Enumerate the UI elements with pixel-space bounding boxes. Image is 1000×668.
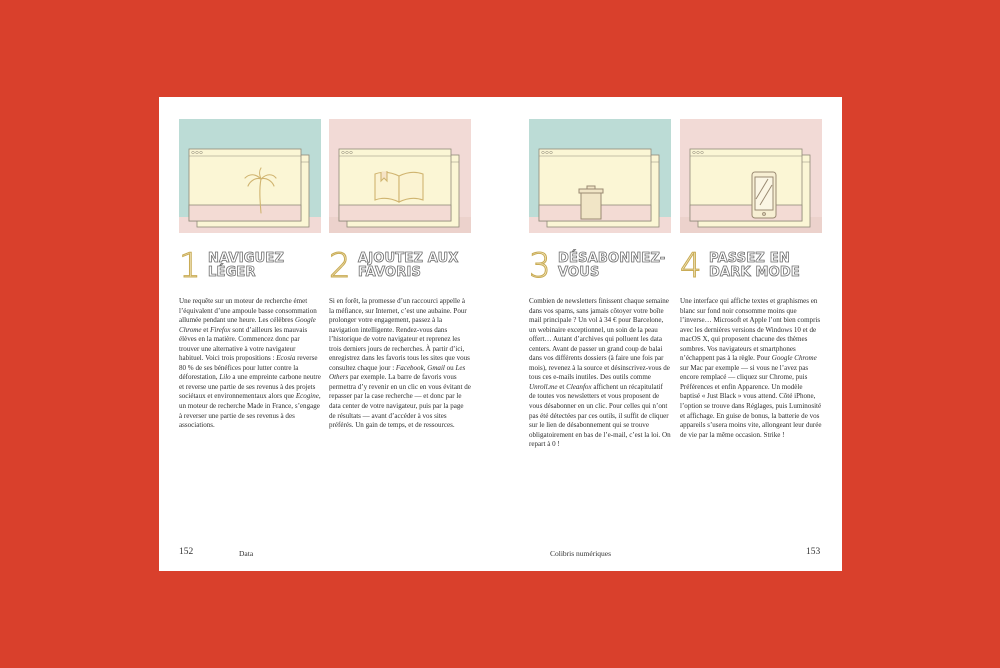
emphasized-name: Cleanfox [566, 382, 592, 391]
body-text-run: Combien de newsletters finissent chaque semaine dans vos spams, sans jamais côtoyer votre boîte mail principale ? Un vol à 34 € pour Barcelone, un webinaire exceptionnel, un soin de la peau offert… Autant d’archives qui polluent les data centers. Avant de passer un grand coup de balai dans vos différents dossiers (à faire une fois par mois), revenez à la source et désinscrivez-vous de tous ces e-mails inutiles. Des outils comme [529, 297, 670, 382]
emphasized-name: Unroll.me [529, 382, 558, 391]
body-text-run: Une interface qui affiche textes et graphismes en blanc sur fond noir consomme moins que l’inverse… Microsoft et Apple l’ont bien compris avec les dernières versions de Windows 10 et de macOS X, qui proposent chacune des thèmes sombres. Vos navigateurs et smartphones n’échappent pas à la règle. Pour [680, 297, 821, 363]
emphasized-name: Ecosia [276, 354, 296, 363]
tip-title: PASSEZ EN DARK MODE [709, 251, 800, 280]
tip-body-text [680, 297, 822, 440]
tip-heading [680, 246, 822, 286]
running-head-left: Data [239, 549, 254, 558]
emphasized-name: Gmail [427, 363, 445, 372]
body-text-run: Une requête sur un moteur de recherche émet l’équivalent d’une ampoule basse consommation allumée pendant une heure. Les célèbres [179, 297, 317, 325]
emphasized-name: Google Chrome [771, 354, 817, 363]
tip-number: 2 [329, 246, 351, 286]
running-head-right: Colibris numériques [550, 549, 612, 558]
body-text-run: sur Mac par exemple — si vous ne l’avez pas encore remplacé — cliquez sur Chrome, puis Préférences et enfin Apparence. Un modèle baptisé « Just Black » vous attend. Côté iPhone, l’option se trouve dans Réglages, puis Luminosité et affichage. En guise de bonus, la batterie de vos appareils s’usera moins vite, allongeant leur durée de vie par la même occasion. Strike ! [680, 363, 822, 439]
tip-heading [179, 246, 321, 286]
body-text-run: a une empreinte carbone neutre et reverse une partie de ses revenus à des projets sociétaux et environnementaux alors que [179, 373, 321, 401]
body-text-run: et [557, 382, 567, 391]
body-text-run: , [423, 363, 428, 372]
tip-column-1 [179, 119, 321, 431]
body-text-run: sont d’ailleurs les mauvais élèves en la matière. Commencez donc par trouver une alternative à votre navigateur habituel. Voici trois propositions : [179, 325, 308, 363]
emphasized-name: Lilo [219, 373, 231, 382]
tip-body-text [529, 297, 671, 450]
tip-heading [529, 246, 671, 286]
body-text-run: reverse 80 % de ses bénéfices pour lutter contre la déforestation, [179, 354, 318, 382]
tip-heading [329, 246, 471, 286]
emphasized-name: Facebook [395, 363, 424, 372]
tip-column-4 [680, 119, 822, 440]
tip-body-text [329, 297, 471, 431]
illustration-open-book-icon [329, 119, 471, 233]
page-right [501, 97, 842, 571]
tip-title: DÉSABONNEZ- VOUS [558, 251, 666, 280]
emphasized-name: Les Others [329, 363, 466, 382]
page-number-right: 153 [806, 547, 821, 557]
tip-number: 4 [680, 246, 702, 286]
body-text-run: et [201, 325, 211, 334]
body-text-run: Si en forêt, la promesse d’un raccourci appelle à la méfiance, sur Internet, c’est une aubaine. Pour prolonger votre engagement, passez à la navigation intelligente. Rendez-vous dans l’historique de votre navigateur et reprenez les trois derniers jours de recherches. À partir d’ici, enregistrez dans les favoris tous les sites que vous consultez chaque jour : [329, 297, 470, 372]
illustration-smartphone-icon [680, 119, 822, 233]
tip-body-text [179, 297, 321, 431]
tip-number: 3 [529, 246, 551, 286]
body-text-run: , un moteur de recherche Made in France, s’engage à reverser une partie de ses revenus à des associations. [179, 392, 321, 430]
page-number-left: 152 [179, 547, 194, 557]
tip-title: AJOUTEZ AUX FAVORIS [358, 251, 459, 280]
body-text-run: affichent un récapitulatif de toutes vos newsletters et vous proposent de vous désabonner en un clic. Pour celles qui n’ont pas été détectées par ces outils, il suffit de cliquer sur le lien de désabonnement qui se trouve obligatoirement en bas de l’e-mail, c’est la loi. On repart à 0 ! [529, 382, 671, 449]
emphasized-name: Ecogine [295, 392, 319, 401]
illustration-trash-can-icon [529, 119, 671, 233]
tip-title: NAVIGUEZ LÉGER [208, 251, 285, 280]
emphasized-name: Firefox [210, 325, 231, 334]
body-text-run: par exemple. La barre de favoris vous permettra d’y revenir en un clic en vous évitant de repasser par la case recherche — et donc par le data center de votre navigateur, puis par la page de résultats — avant d’accéder à vos sites préférés. Un gain de temps, et de ressources. [329, 373, 471, 430]
emphasized-name: Google Chrome [179, 316, 316, 334]
page-left [159, 97, 500, 571]
illustration-palm-tree-icon [179, 119, 321, 233]
tip-column-2 [329, 119, 471, 431]
book-spread [159, 97, 842, 571]
body-text-run: ou [444, 363, 456, 372]
tip-column-3 [529, 119, 671, 450]
tip-number: 1 [179, 246, 201, 286]
